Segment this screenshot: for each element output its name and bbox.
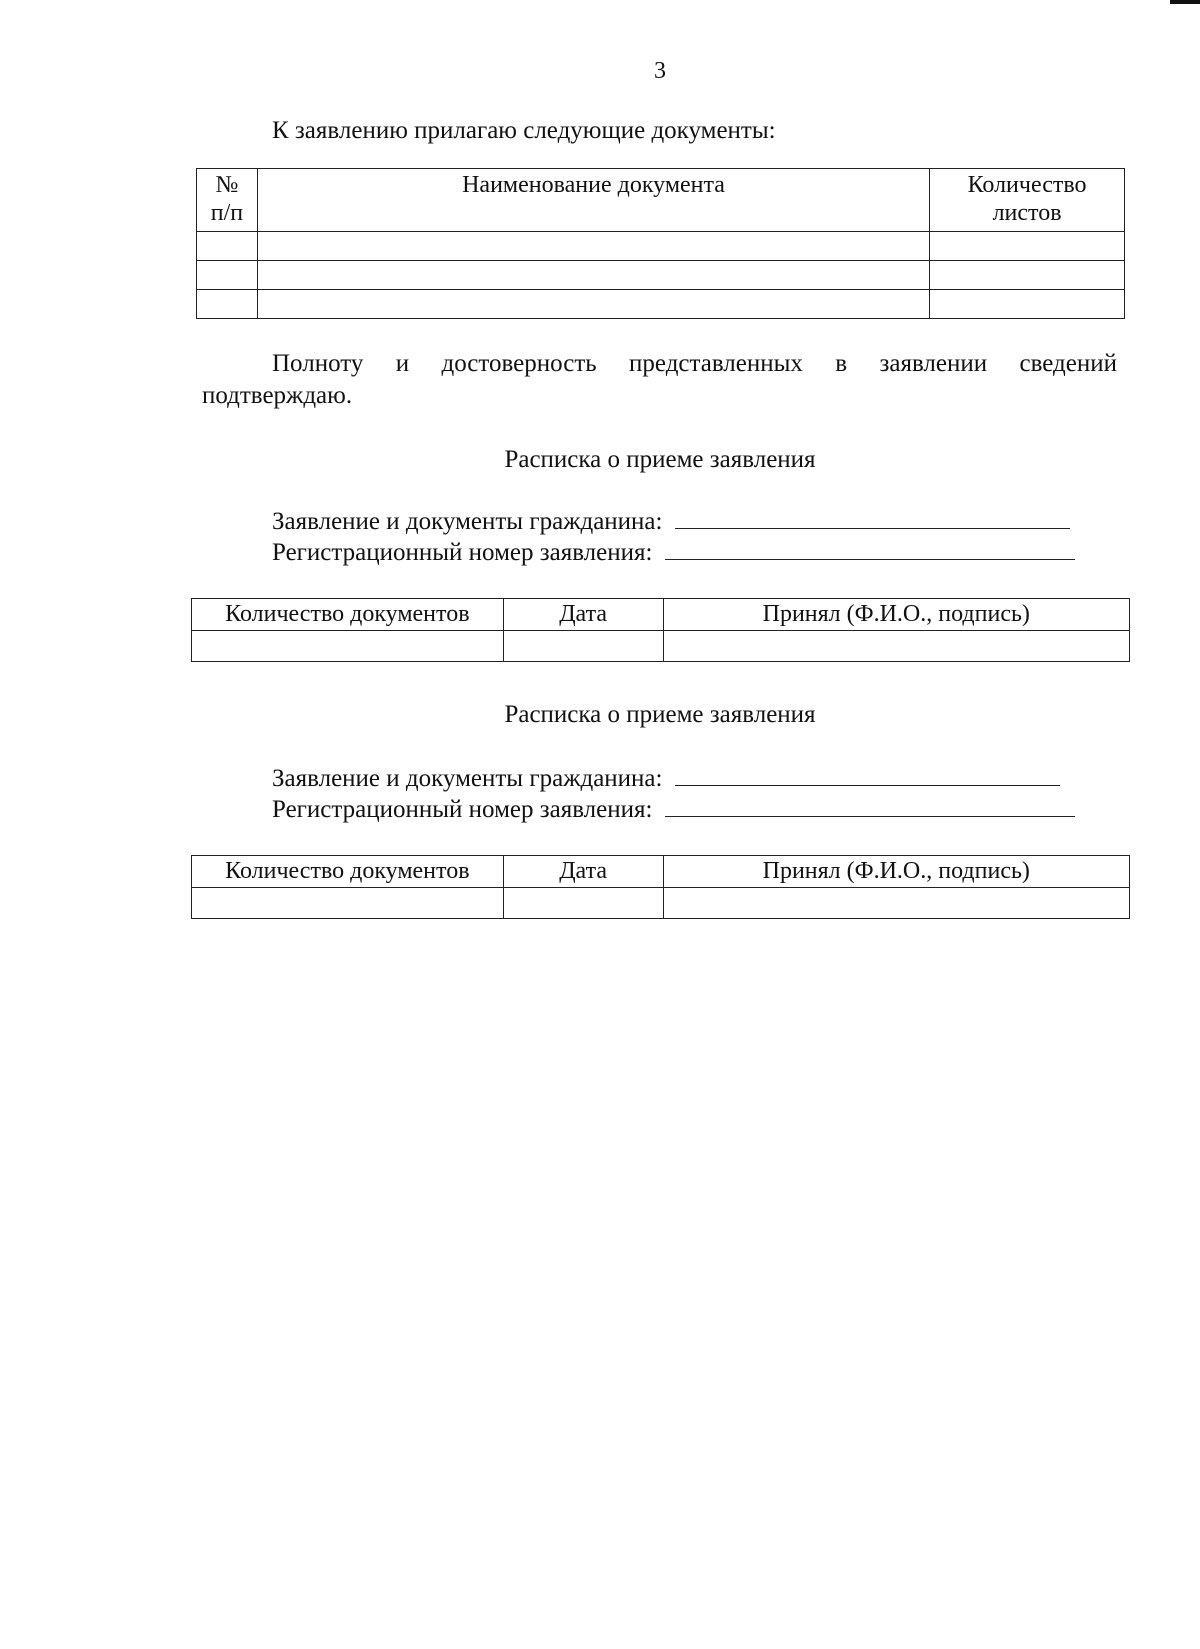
receipt-table: [191, 855, 1130, 919]
cell-accepted-by[interactable]: [663, 888, 1129, 919]
header-count-line1: Количество: [967, 172, 1087, 198]
registration-number-row: [272, 537, 1075, 568]
cell-number[interactable]: [197, 232, 258, 261]
table-row: [197, 232, 1125, 261]
confirmation-line1: [272, 348, 1117, 379]
registration-number-label: Регистрационный номер заявления:: [272, 796, 653, 823]
receipt-title: Расписка о приеме заявления: [504, 446, 816, 473]
cell-number[interactable]: [197, 290, 258, 319]
cell-document-count[interactable]: [192, 888, 504, 919]
cell-document-name[interactable]: [257, 232, 929, 261]
confirmation-word: Полноту: [272, 350, 364, 377]
cell-document-name[interactable]: [257, 290, 929, 319]
confirmation-word: и: [395, 350, 410, 377]
header-number-line1: №: [215, 172, 239, 198]
registration-number-field[interactable]: [665, 537, 1075, 560]
header-date: Дата: [503, 599, 663, 631]
cell-document-name[interactable]: [257, 261, 929, 290]
confirmation-word: достоверность: [441, 350, 597, 377]
cell-sheet-count[interactable]: [930, 232, 1125, 261]
citizen-documents-label: Заявление и документы гражданина:: [272, 508, 663, 535]
confirmation-word: сведений: [1019, 350, 1117, 377]
citizen-documents-field[interactable]: [675, 506, 1070, 529]
confirmation-word: представленных: [629, 350, 803, 377]
header-accepted-by: Принял (Ф.И.О., подпись): [663, 599, 1129, 631]
cell-sheet-count[interactable]: [930, 290, 1125, 319]
cell-accepted-by[interactable]: [663, 631, 1129, 662]
header-document-count: Количество документов: [192, 599, 504, 631]
table-row: [197, 290, 1125, 319]
confirmation-word: в: [835, 350, 848, 377]
attachments-table: [196, 168, 1125, 319]
registration-number-row: [272, 794, 1075, 825]
table-header-row: [197, 169, 1125, 232]
table-header-row: [192, 856, 1130, 888]
header-accepted-by: Принял (Ф.И.О., подпись): [663, 856, 1129, 888]
header-sheet-count: [930, 169, 1125, 232]
receipt-table: [191, 598, 1130, 662]
registration-number-field[interactable]: [665, 794, 1075, 817]
confirmation-word: заявлении: [879, 350, 988, 377]
receipt-title: Расписка о приеме заявления: [504, 701, 816, 728]
header-number: [197, 169, 258, 232]
cell-number[interactable]: [197, 261, 258, 290]
confirmation-line2: подтверждаю.: [202, 382, 353, 409]
cell-document-count[interactable]: [192, 631, 504, 662]
attachments-intro: К заявлению прилагаю следующие документы:: [272, 117, 776, 144]
header-document-name: Наименование документа: [257, 169, 929, 232]
header-document-count: Количество документов: [192, 856, 504, 888]
citizen-documents-row: [272, 506, 1070, 537]
scan-edge-mark: [1170, 0, 1200, 4]
header-number-line2: п/п: [210, 200, 244, 226]
citizen-documents-field[interactable]: [675, 763, 1060, 786]
cell-sheet-count[interactable]: [930, 261, 1125, 290]
table-row: [192, 631, 1130, 662]
page-number: 3: [654, 58, 666, 84]
header-date: Дата: [503, 856, 663, 888]
cell-date[interactable]: [503, 888, 663, 919]
citizen-documents-row: [272, 763, 1060, 794]
cell-date[interactable]: [503, 631, 663, 662]
table-header-row: [192, 599, 1130, 631]
registration-number-label: Регистрационный номер заявления:: [272, 539, 653, 566]
table-row: [197, 261, 1125, 290]
citizen-documents-label: Заявление и документы гражданина:: [272, 765, 663, 792]
header-count-line2: листов: [992, 200, 1062, 226]
table-row: [192, 888, 1130, 919]
